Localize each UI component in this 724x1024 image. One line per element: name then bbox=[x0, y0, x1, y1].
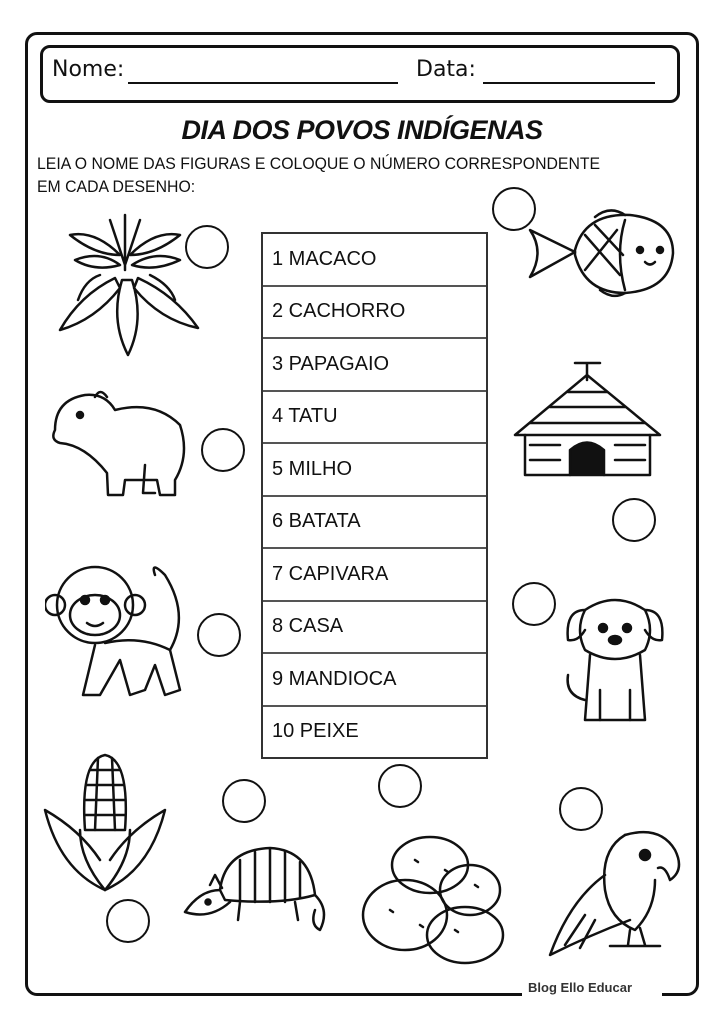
word-list-item: 4 TATU bbox=[263, 392, 486, 445]
date-label: Data: bbox=[416, 57, 476, 82]
word-list-item: 9 MANDIOCA bbox=[263, 654, 486, 707]
capybara-illustration bbox=[45, 385, 190, 500]
word-list-item: 10 PEIXE bbox=[272, 720, 359, 743]
answer-circle-macaco[interactable] bbox=[197, 613, 241, 657]
word-list-item: 2 CACHORRO bbox=[263, 287, 486, 340]
armadillo-illustration bbox=[180, 840, 330, 935]
answer-circle-casa[interactable] bbox=[612, 498, 656, 542]
word-list-item: 3 PAPAGAIO bbox=[263, 339, 486, 392]
answer-circle-cachorro[interactable] bbox=[512, 582, 556, 626]
page-title: DIA DOS POVOS INDÍGENAS bbox=[181, 115, 543, 145]
answer-circle-milho[interactable] bbox=[106, 899, 150, 943]
date-input-line[interactable] bbox=[483, 82, 655, 84]
parrot-illustration bbox=[540, 820, 690, 965]
fish-illustration bbox=[525, 205, 675, 300]
answer-circle-capivara[interactable] bbox=[201, 428, 245, 472]
hut-illustration bbox=[510, 355, 665, 480]
answer-circle-tatu[interactable] bbox=[222, 779, 266, 823]
monkey-illustration bbox=[45, 555, 195, 700]
potatoes-illustration bbox=[360, 830, 505, 965]
instruction-line-1: LEIA O NOME DAS FIGURAS E COLOQUE O NÚMERO CORRESPONDENTE bbox=[37, 154, 601, 173]
cassava-illustration bbox=[50, 210, 205, 360]
corn-illustration bbox=[40, 750, 170, 900]
word-list-item: 1 MACACO bbox=[263, 234, 486, 287]
instruction-line-2: EM CADA DESENHO: bbox=[37, 177, 196, 196]
name-date-box bbox=[40, 45, 680, 103]
word-list-item: 8 CASA bbox=[263, 602, 486, 655]
dog-illustration bbox=[560, 590, 670, 730]
name-label: Nome: bbox=[52, 57, 125, 82]
word-list-table bbox=[261, 232, 488, 759]
word-list-item: 7 CAPIVARA bbox=[263, 549, 486, 602]
name-input-line[interactable] bbox=[128, 82, 398, 84]
word-list-item: 5 MILHO bbox=[263, 444, 486, 497]
footer-credit: Blog Ello Educar bbox=[528, 980, 633, 995]
word-list-item: 6 BATATA bbox=[263, 497, 486, 550]
answer-circle-batata[interactable] bbox=[378, 764, 422, 808]
